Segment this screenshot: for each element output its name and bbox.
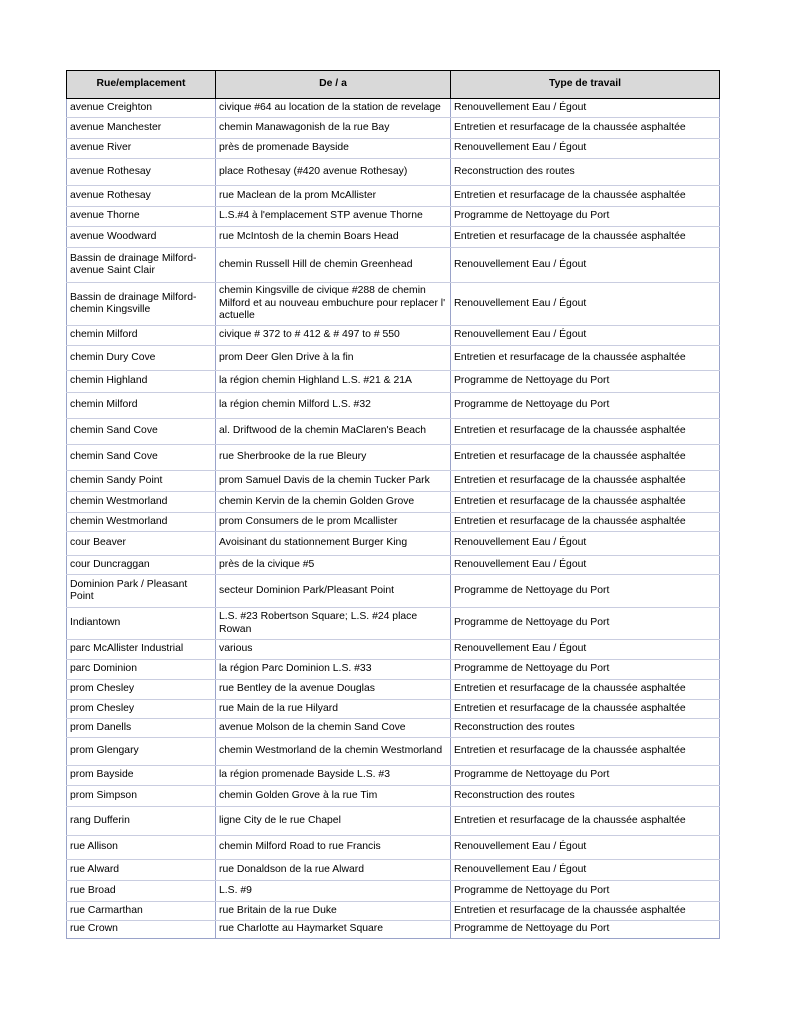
table-row: [67, 921, 720, 939]
cell-location: rue Alward: [67, 860, 216, 881]
table-row: [67, 807, 720, 836]
cell-location: Bassin de drainage Milford-chemin Kingsville: [67, 283, 216, 326]
cell-work-type: Renouvellement Eau / Égout: [451, 640, 720, 660]
cell-from-to: secteur Dominion Park/Pleasant Point: [216, 575, 451, 608]
cell-work-type: Reconstruction des routes: [451, 786, 720, 807]
cell-location: avenue Thorne: [67, 207, 216, 227]
table-row: [67, 227, 720, 248]
cell-from-to: rue Sherbrooke de la rue Bleury: [216, 445, 451, 471]
cell-work-type: Programme de Nettoyage du Port: [451, 921, 720, 939]
table-row: [67, 902, 720, 921]
cell-work-type: Entretien et resurfacage de la chaussée asphaltée: [451, 186, 720, 207]
cell-from-to: près de la civique #5: [216, 556, 451, 575]
cell-work-type: Entretien et resurfacage de la chaussée asphaltée: [451, 118, 720, 139]
cell-from-to: rue Main de la rue Hilyard: [216, 700, 451, 719]
cell-work-type: Programme de Nettoyage du Port: [451, 766, 720, 786]
cell-from-to: rue McIntosh de la chemin Boars Head: [216, 227, 451, 248]
cell-from-to: la région chemin Highland L.S. #21 & 21A: [216, 371, 451, 393]
table-row: [67, 881, 720, 902]
column-header-from-to: De / a: [216, 71, 451, 99]
cell-work-type: Entretien et resurfacage de la chaussée asphaltée: [451, 419, 720, 445]
cell-location: avenue Creighton: [67, 99, 216, 118]
cell-work-type: Entretien et resurfacage de la chaussée asphaltée: [451, 738, 720, 766]
table-body: [67, 99, 720, 939]
cell-work-type: Renouvellement Eau / Égout: [451, 860, 720, 881]
table-row: [67, 660, 720, 680]
cell-from-to: avenue Molson de la chemin Sand Cove: [216, 719, 451, 738]
cell-work-type: Programme de Nettoyage du Port: [451, 660, 720, 680]
cell-work-type: Programme de Nettoyage du Port: [451, 881, 720, 902]
cell-location: chemin Westmorland: [67, 513, 216, 532]
cell-location: chemin Westmorland: [67, 492, 216, 513]
cell-location: prom Danells: [67, 719, 216, 738]
table-row: [67, 836, 720, 860]
cell-location: chemin Highland: [67, 371, 216, 393]
cell-work-type: Reconstruction des routes: [451, 159, 720, 186]
cell-from-to: chemin Russell Hill de chemin Greenhead: [216, 248, 451, 283]
cell-work-type: Entretien et resurfacage de la chaussée asphaltée: [451, 471, 720, 492]
table-row: [67, 471, 720, 492]
cell-work-type: Renouvellement Eau / Égout: [451, 99, 720, 118]
cell-from-to: civique #64 au location de la station de revelage: [216, 99, 451, 118]
table-row: [67, 513, 720, 532]
cell-location: prom Chesley: [67, 680, 216, 700]
table-row: [67, 159, 720, 186]
cell-work-type: Entretien et resurfacage de la chaussée asphaltée: [451, 680, 720, 700]
cell-from-to: L.S. #9: [216, 881, 451, 902]
cell-location: rue Broad: [67, 881, 216, 902]
cell-from-to: chemin Milford Road to rue Francis: [216, 836, 451, 860]
table-row: [67, 738, 720, 766]
cell-location: rue Allison: [67, 836, 216, 860]
cell-from-to: ligne City de le rue Chapel: [216, 807, 451, 836]
cell-from-to: L.S.#4 à l'emplacement STP avenue Thorne: [216, 207, 451, 227]
table-row: [67, 766, 720, 786]
cell-location: chemin Milford: [67, 326, 216, 346]
cell-location: prom Simpson: [67, 786, 216, 807]
table-row: [67, 575, 720, 608]
cell-work-type: Programme de Nettoyage du Port: [451, 393, 720, 419]
cell-work-type: Renouvellement Eau / Égout: [451, 836, 720, 860]
cell-work-type: Programme de Nettoyage du Port: [451, 575, 720, 608]
cell-location: Dominion Park / Pleasant Point: [67, 575, 216, 608]
table-row: [67, 393, 720, 419]
cell-from-to: rue Maclean de la prom McAllister: [216, 186, 451, 207]
cell-location: chemin Sand Cove: [67, 445, 216, 471]
cell-location: prom Chesley: [67, 700, 216, 719]
cell-location: cour Duncraggan: [67, 556, 216, 575]
table-row: [67, 556, 720, 575]
cell-work-type: Entretien et resurfacage de la chaussée asphaltée: [451, 700, 720, 719]
cell-location: chemin Dury Cove: [67, 346, 216, 371]
table-row: [67, 445, 720, 471]
table-row: [67, 640, 720, 660]
cell-from-to: rue Britain de la rue Duke: [216, 902, 451, 921]
table-row: [67, 786, 720, 807]
cell-from-to: chemin Westmorland de la chemin Westmorland: [216, 738, 451, 766]
cell-from-to: al. Driftwood de la chemin MaClaren's Beach: [216, 419, 451, 445]
header-row: [67, 71, 720, 99]
cell-from-to: prom Samuel Davis de la chemin Tucker Park: [216, 471, 451, 492]
table-row: [67, 371, 720, 393]
table-row: [67, 139, 720, 159]
cell-from-to: L.S. #23 Robertson Square; L.S. #24 place Rowan: [216, 608, 451, 640]
cell-from-to: rue Donaldson de la rue Alward: [216, 860, 451, 881]
cell-location: rang Dufferin: [67, 807, 216, 836]
table-row: [67, 326, 720, 346]
table-row: [67, 99, 720, 118]
cell-from-to: chemin Manawagonish de la rue Bay: [216, 118, 451, 139]
cell-work-type: Renouvellement Eau / Égout: [451, 283, 720, 326]
cell-work-type: Programme de Nettoyage du Port: [451, 207, 720, 227]
cell-from-to: civique # 372 to # 412 & # 497 to # 550: [216, 326, 451, 346]
cell-work-type: Entretien et resurfacage de la chaussée asphaltée: [451, 902, 720, 921]
cell-work-type: Entretien et resurfacage de la chaussée asphaltée: [451, 227, 720, 248]
cell-from-to: la région chemin Milford L.S. #32: [216, 393, 451, 419]
cell-location: chemin Sandy Point: [67, 471, 216, 492]
cell-from-to: rue Bentley de la avenue Douglas: [216, 680, 451, 700]
cell-from-to: prom Deer Glen Drive à la fin: [216, 346, 451, 371]
cell-location: parc Dominion: [67, 660, 216, 680]
table-row: [67, 419, 720, 445]
cell-location: rue Carmarthan: [67, 902, 216, 921]
cell-location: avenue Woodward: [67, 227, 216, 248]
table-row: [67, 207, 720, 227]
cell-from-to: la région Parc Dominion L.S. #33: [216, 660, 451, 680]
table-row: [67, 719, 720, 738]
works-table: [66, 70, 720, 939]
cell-location: prom Glengary: [67, 738, 216, 766]
cell-from-to: chemin Kingsville de civique #288 de chemin Milford et au nouveau embuchure pour replacer l' actuelle: [216, 283, 451, 326]
table-row: [67, 532, 720, 556]
cell-from-to: various: [216, 640, 451, 660]
cell-location: rue Crown: [67, 921, 216, 939]
table-row: [67, 118, 720, 139]
column-header-work-type: Type de travail: [451, 71, 720, 99]
cell-work-type: Renouvellement Eau / Égout: [451, 248, 720, 283]
cell-location: cour Beaver: [67, 532, 216, 556]
cell-location: chemin Milford: [67, 393, 216, 419]
table-row: [67, 346, 720, 371]
table-row: [67, 492, 720, 513]
cell-location: avenue River: [67, 139, 216, 159]
cell-location: avenue Rothesay: [67, 186, 216, 207]
table-row: [67, 860, 720, 881]
table-row: [67, 186, 720, 207]
cell-work-type: Entretien et resurfacage de la chaussée asphaltée: [451, 807, 720, 836]
table-row: [67, 248, 720, 283]
cell-location: prom Bayside: [67, 766, 216, 786]
cell-from-to: chemin Kervin de la chemin Golden Grove: [216, 492, 451, 513]
table-row: [67, 283, 720, 326]
cell-work-type: Renouvellement Eau / Égout: [451, 556, 720, 575]
cell-location: chemin Sand Cove: [67, 419, 216, 445]
table-row: [67, 608, 720, 640]
cell-from-to: rue Charlotte au Haymarket Square: [216, 921, 451, 939]
cell-work-type: Entretien et resurfacage de la chaussée asphaltée: [451, 445, 720, 471]
cell-work-type: Renouvellement Eau / Égout: [451, 326, 720, 346]
cell-from-to: place Rothesay (#420 avenue Rothesay): [216, 159, 451, 186]
cell-work-type: Programme de Nettoyage du Port: [451, 371, 720, 393]
cell-work-type: Reconstruction des routes: [451, 719, 720, 738]
cell-location: avenue Manchester: [67, 118, 216, 139]
cell-location: Bassin de drainage Milford-avenue Saint Clair: [67, 248, 216, 283]
table-row: [67, 700, 720, 719]
cell-work-type: Entretien et resurfacage de la chaussée asphaltée: [451, 513, 720, 532]
cell-from-to: la région promenade Bayside L.S. #3: [216, 766, 451, 786]
cell-work-type: Entretien et resurfacage de la chaussée asphaltée: [451, 346, 720, 371]
column-header-location: Rue/emplacement: [67, 71, 216, 99]
cell-location: avenue Rothesay: [67, 159, 216, 186]
cell-from-to: Avoisinant du stationnement Burger King: [216, 532, 451, 556]
cell-work-type: Renouvellement Eau / Égout: [451, 139, 720, 159]
cell-work-type: Entretien et resurfacage de la chaussée asphaltée: [451, 492, 720, 513]
table-row: [67, 680, 720, 700]
cell-location: parc McAllister Industrial: [67, 640, 216, 660]
cell-from-to: près de promenade Bayside: [216, 139, 451, 159]
cell-from-to: chemin Golden Grove à la rue Tim: [216, 786, 451, 807]
cell-location: Indiantown: [67, 608, 216, 640]
cell-from-to: prom Consumers de le prom Mcallister: [216, 513, 451, 532]
cell-work-type: Programme de Nettoyage du Port: [451, 608, 720, 640]
cell-work-type: Renouvellement Eau / Égout: [451, 532, 720, 556]
